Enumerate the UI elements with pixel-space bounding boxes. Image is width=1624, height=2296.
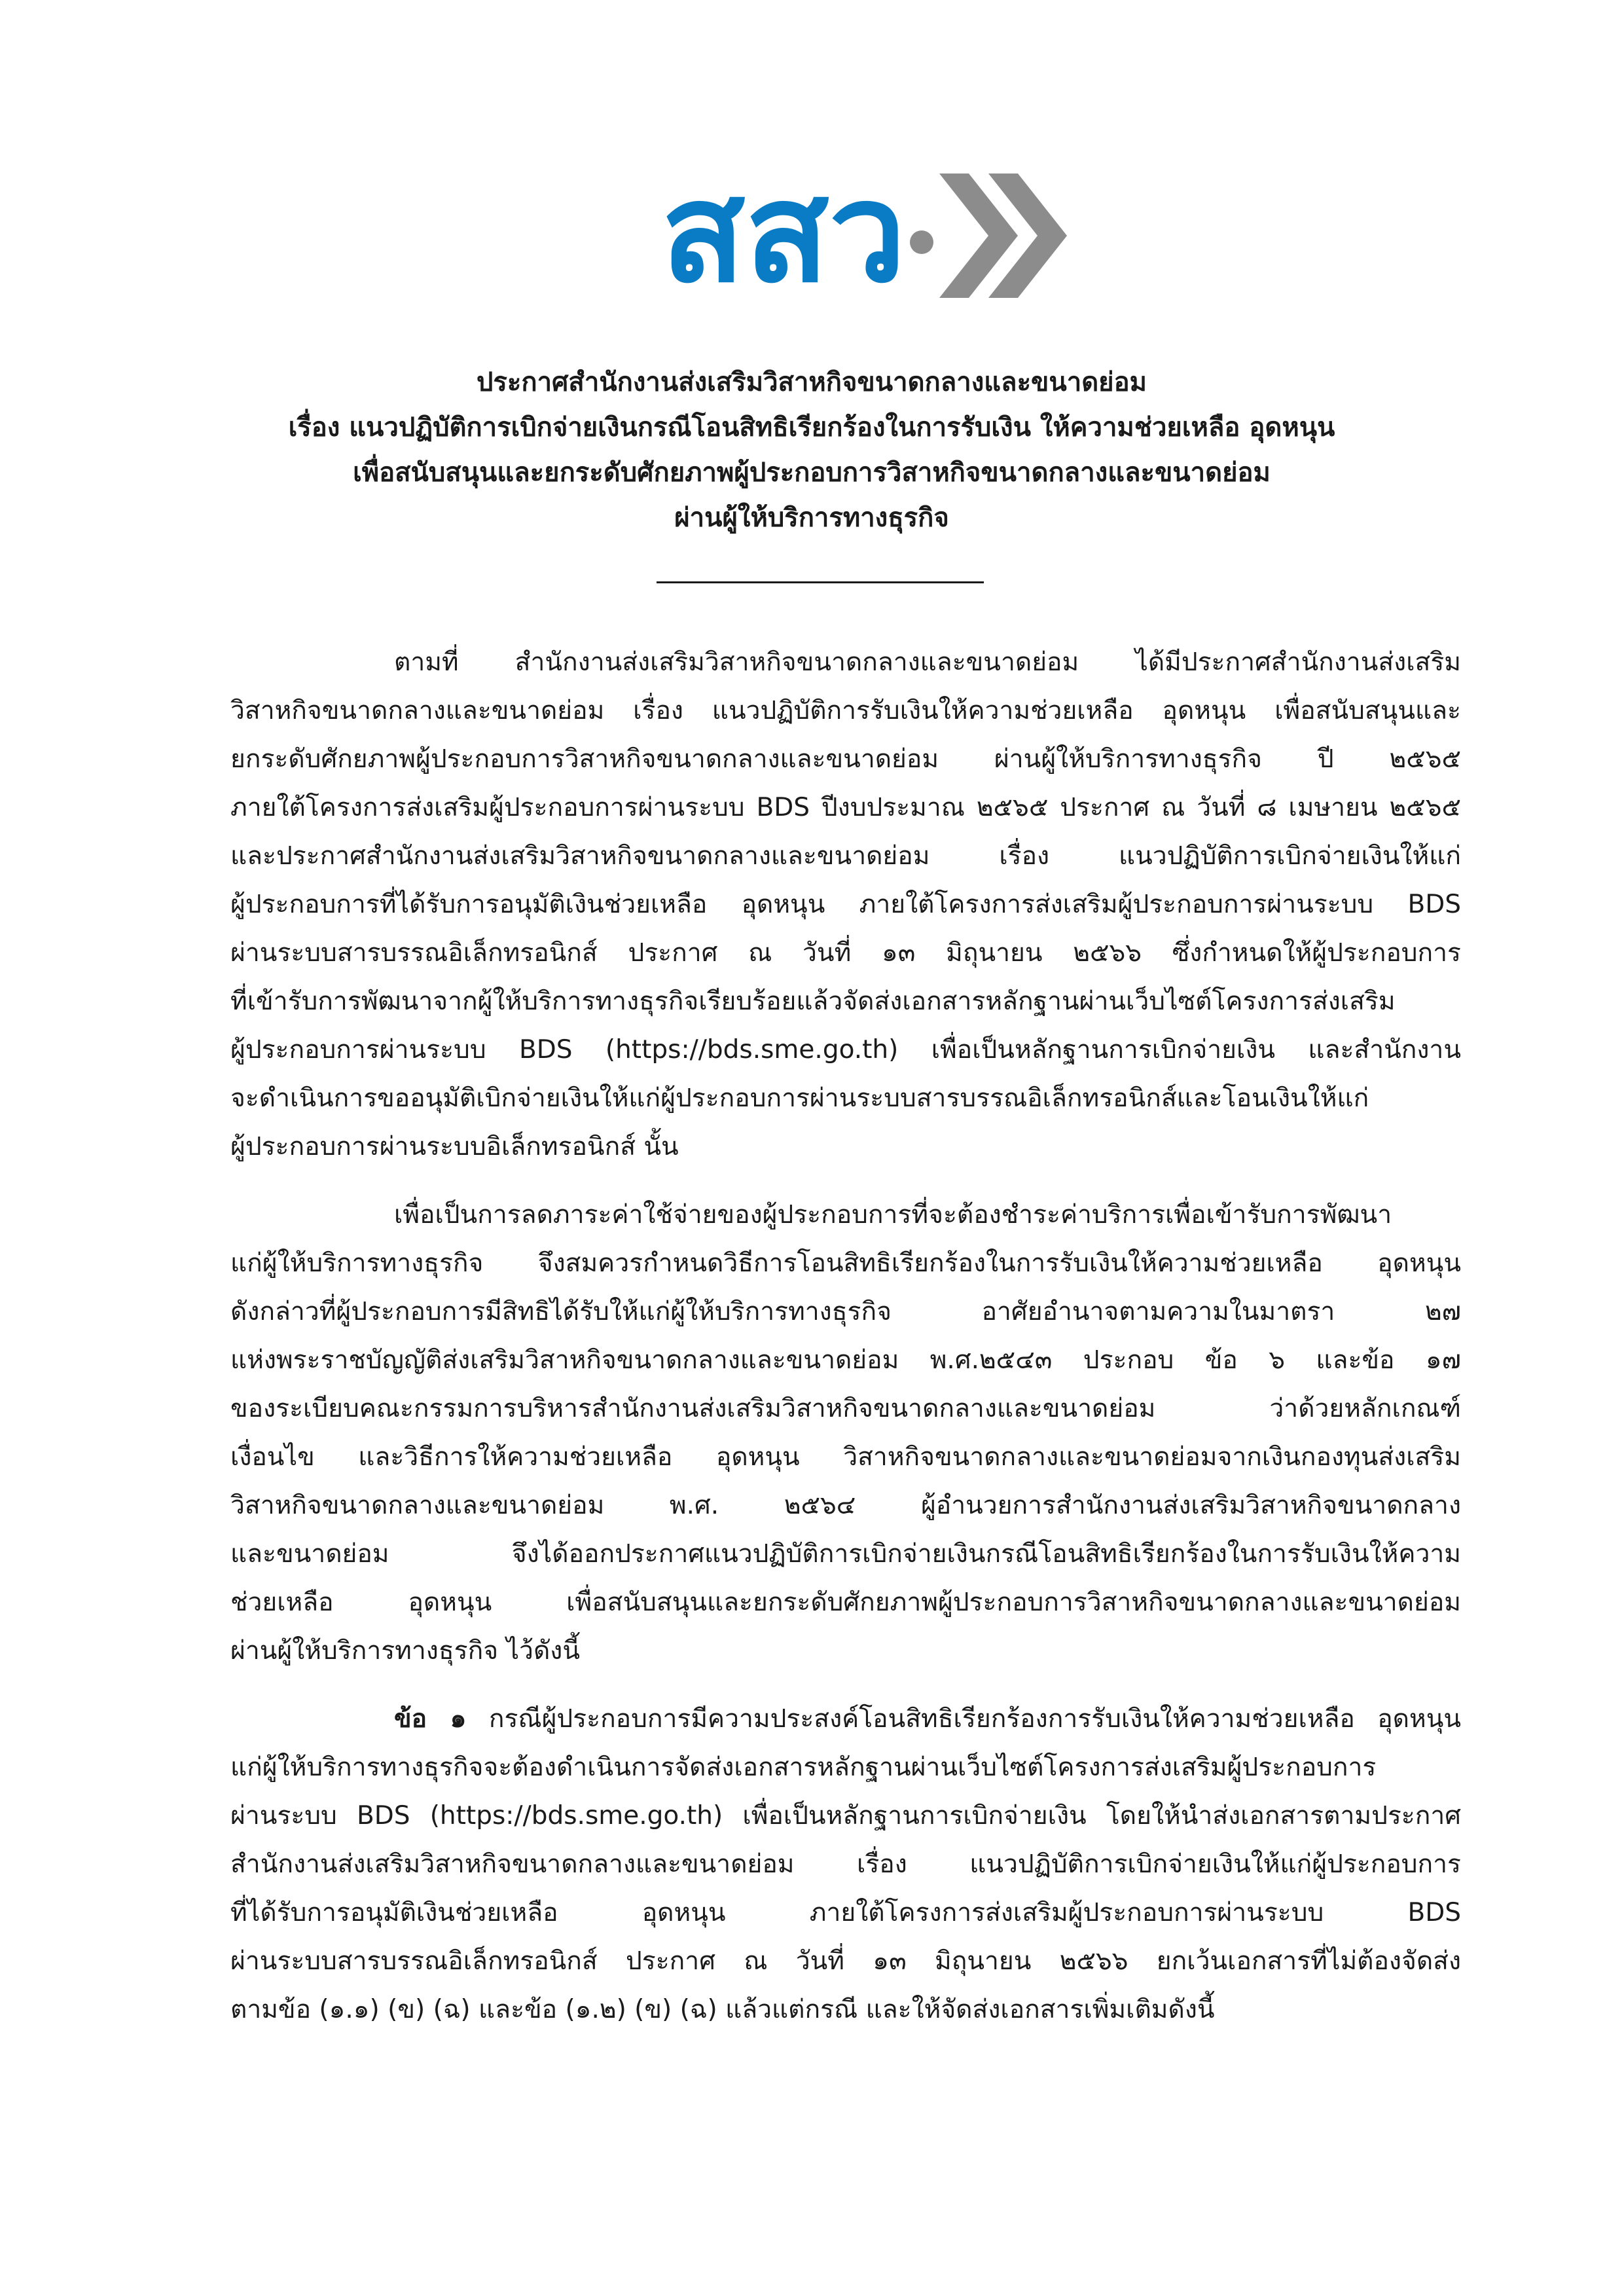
text-line: ผ่านระบบสารบรรณอิเล็กทรอนิกส์ ประกาศ ณ วันที่ ๑๓ มิถุนายน ๒๕๖๖ ยกเว้นเอกสารที่ไม่ต้องจัดส่ง (230, 1946, 1461, 1976)
sme-office-logo (661, 164, 1080, 308)
text-line: ผ่านระบบ BDS (https://bds.sme.go.th) เพื่อเป็นหลักฐานการเบิกจ่ายเงิน โดยให้นำส่งเอกสารตามประกาศ (230, 1801, 1461, 1831)
text-line: ภายใต้โครงการส่งเสริมผู้ประกอบการผ่านระบบ BDS ปีงบประมาณ ๒๕๖๕ ประกาศ ณ วันที่ ๘ เมษายน ๒๕๖๕ (230, 793, 1461, 822)
text-line: ช่วยเหลือ อุดหนุน เพื่อสนับสนุนและยกระดับศักยภาพผู้ประกอบการวิสาหกิจขนาดกลางและขนาดย่อม (230, 1588, 1461, 1617)
text-line: และขนาดย่อม จึงได้ออกประกาศแนวปฏิบัติการเบิกจ่ายเงินกรณีโอนสิทธิเรียกร้องในการรับเงินให้ความ (230, 1539, 1461, 1569)
paragraph-authority (230, 1191, 1461, 1675)
clause-label: ข้อ ๑ (394, 1704, 467, 1734)
text-line: ดังกล่าวที่ผู้ประกอบการมีสิทธิได้รับให้แก่ผู้ให้บริการทางธุรกิจ อาศัยอำนาจตามความในมาตรา ๒๗ (230, 1297, 1461, 1326)
text-line: ที่เข้ารับการพัฒนาจากผู้ให้บริการทางธุรกิจเรียบร้อยแล้วจัดส่งเอกสารหลักฐานผ่านเว็บไซต์โครงการส่งเสริม (230, 987, 1396, 1016)
text-line: เงื่อนไข และวิธีการให้ความช่วยเหลือ อุดหนุน วิสาหกิจขนาดกลางและขนาดย่อมจากเงินกองทุนส่งเสริม (230, 1442, 1461, 1472)
text-line: จะดำเนินการขออนุมัติเบิกจ่ายเงินให้แก่ผู้ประกอบการผ่านระบบสารบรรณอิเล็กทรอนิกส์และโอนเงินให้แก่ (230, 1084, 1369, 1113)
header-line-2: เรื่อง แนวปฏิบัติการเบิกจ่ายเงินกรณีโอนสิทธิเรียกร้องในการรับเงิน ให้ความช่วยเหลือ อุดหนุน (288, 412, 1335, 443)
text-line: เพื่อเป็นการลดภาระค่าใช้จ่ายของผู้ประกอบการที่จะต้องชำระค่าบริการเพื่อเข้ารับการพัฒนา (394, 1200, 1392, 1230)
logo-dot (910, 230, 933, 254)
text-line: และประกาศสำนักงานส่งเสริมวิสาหกิจขนาดกลางและขนาดย่อม เรื่อง แนวปฏิบัติการเบิกจ่ายเงินให้แก่ (230, 841, 1461, 871)
header-line-1: ประกาศสำนักงานส่งเสริมวิสาหกิจขนาดกลางและขนาดย่อม (476, 367, 1147, 397)
text-line: แห่งพระราชบัญญัติส่งเสริมวิสาหกิจขนาดกลางและขนาดย่อม พ.ศ.๒๕๔๓ ประกอบ ข้อ ๖ และข้อ ๑๗ (230, 1345, 1461, 1375)
text-line: ผ่านระบบสารบรรณอิเล็กทรอนิกส์ ประกาศ ณ วันที่ ๑๓ มิถุนายน ๒๕๖๖ ซึ่งกำหนดให้ผู้ประกอบการ (230, 938, 1461, 968)
text-line: วิสาหกิจขนาดกลางและขนาดย่อม พ.ศ. ๒๕๖๔ ผู้อำนวยการสำนักงานส่งเสริมวิสาหกิจขนาดกลาง (230, 1491, 1461, 1520)
logo-text: สสว (661, 164, 907, 308)
text-line: ของระเบียบคณะกรรมการบริหารสำนักงานส่งเสริมวิสาหกิจขนาดกลางและขนาดย่อม ว่าด้วยหลักเกณฑ์ (230, 1394, 1461, 1423)
header-line-3: เพื่อสนับสนุนและยกระดับศักยภาพผู้ประกอบการวิสาหกิจขนาดกลางและขนาดย่อม (353, 458, 1271, 488)
announcement-body (230, 638, 1461, 2034)
text-line: แก่ผู้ให้บริการทางธุรกิจ จึงสมควรกำหนดวิธีการโอนสิทธิเรียกร้องในการรับเงินให้ความช่วยเหลือ อุดหนุน (230, 1248, 1461, 1278)
text-line: ตามที่ สำนักงานส่งเสริมวิสาหกิจขนาดกลางและขนาดย่อม ได้มีประกาศสำนักงานส่งเสริม (394, 647, 1461, 677)
text-line (230, 1695, 1461, 1743)
paragraph-preamble (230, 638, 1461, 1171)
text-line: แก่ผู้ให้บริการทางธุรกิจจะต้องดำเนินการจัดส่งเอกสารหลักฐานผ่านเว็บไซต์โครงการส่งเสริมผู้ประกอบการ (230, 1753, 1377, 1782)
text-line: ผู้ประกอบการผ่านระบบ BDS (https://bds.sme.go.th) เพื่อเป็นหลักฐานการเบิกจ่ายเงิน และสำนักงาน (230, 1035, 1461, 1065)
text-line: สำนักงานส่งเสริมวิสาหกิจขนาดกลางและขนาดย่อม เรื่อง แนวปฏิบัติการเบิกจ่ายเงินให้แก่ผู้ประกอบการ (230, 1850, 1461, 1879)
text-line: ผ่านผู้ให้บริการทางธุรกิจ ไว้ดังนี้ (230, 1636, 580, 1666)
clause-text: กรณีผู้ประกอบการมีความประสงค์โอนสิทธิเรียกร้องการรับเงินให้ความช่วยเหลือ อุดหนุน (488, 1704, 1461, 1734)
text-line: วิสาหกิจขนาดกลางและขนาดย่อม เรื่อง แนวปฏิบัติการรับเงินให้ความช่วยเหลือ อุดหนุน เพื่อสนับสนุนและ (230, 696, 1461, 725)
text-line: ผู้ประกอบการผ่านระบบอิเล็กทรอนิกส์ นั้น (230, 1132, 679, 1161)
double-chevron-icon (939, 173, 1067, 298)
text-line: ตามข้อ (๑.๑) (ข) (ฉ) และข้อ (๑.๒) (ข) (ฉ) แล้วแต่กรณี และให้จัดส่งเอกสารเพิ่มเติมดังนี้ (230, 1995, 1215, 2024)
text-line: ยกระดับศักยภาพผู้ประกอบการวิสาหกิจขนาดกลางและขนาดย่อม ผ่านผู้ให้บริการทางธุรกิจ ปี ๒๕๖๕ (230, 744, 1461, 774)
text-line: ผู้ประกอบการที่ได้รับการอนุมัติเงินช่วยเหลือ อุดหนุน ภายใต้โครงการส่งเสริมผู้ประกอบการผ่านระบบ BDS (230, 890, 1461, 919)
announcement-header (196, 360, 1427, 541)
header-divider (657, 581, 984, 583)
header-line-4: ผ่านผู้ให้บริการทางธุรกิจ (674, 503, 949, 533)
paragraph-clause-1 (230, 1695, 1461, 2034)
text-line: ที่ได้รับการอนุมัติเงินช่วยเหลือ อุดหนุน ภายใต้โครงการส่งเสริมผู้ประกอบการผ่านระบบ BDS (230, 1898, 1461, 1927)
